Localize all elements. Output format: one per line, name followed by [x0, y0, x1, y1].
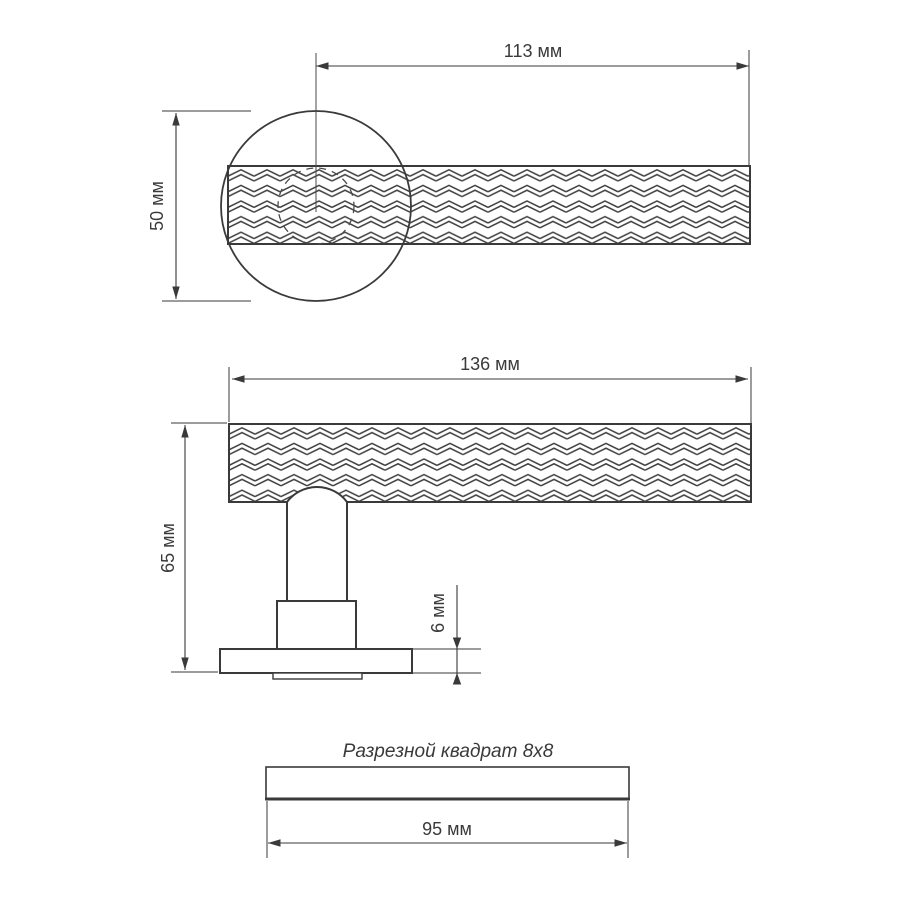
side-view-collar	[277, 601, 356, 649]
dim-spindle-length-label: 95 мм	[422, 819, 472, 839]
spindle-bar	[266, 767, 629, 799]
top-view-knurled-grip	[228, 166, 750, 244]
side-view-rose-plate	[220, 649, 412, 673]
side-view-rose-lip	[273, 673, 362, 679]
dim-rose-diameter-label: 50 мм	[147, 181, 167, 231]
dim-total-length-label: 136 мм	[460, 354, 520, 374]
dim-total-height-label: 65 мм	[158, 523, 178, 573]
dim-grip-length-label: 113 мм	[503, 41, 563, 61]
spindle-caption: Разрезной квадрат 8x8	[342, 741, 554, 762]
dim-rose-thickness-label: 6 мм	[428, 593, 448, 633]
side-view-neck	[287, 487, 347, 601]
